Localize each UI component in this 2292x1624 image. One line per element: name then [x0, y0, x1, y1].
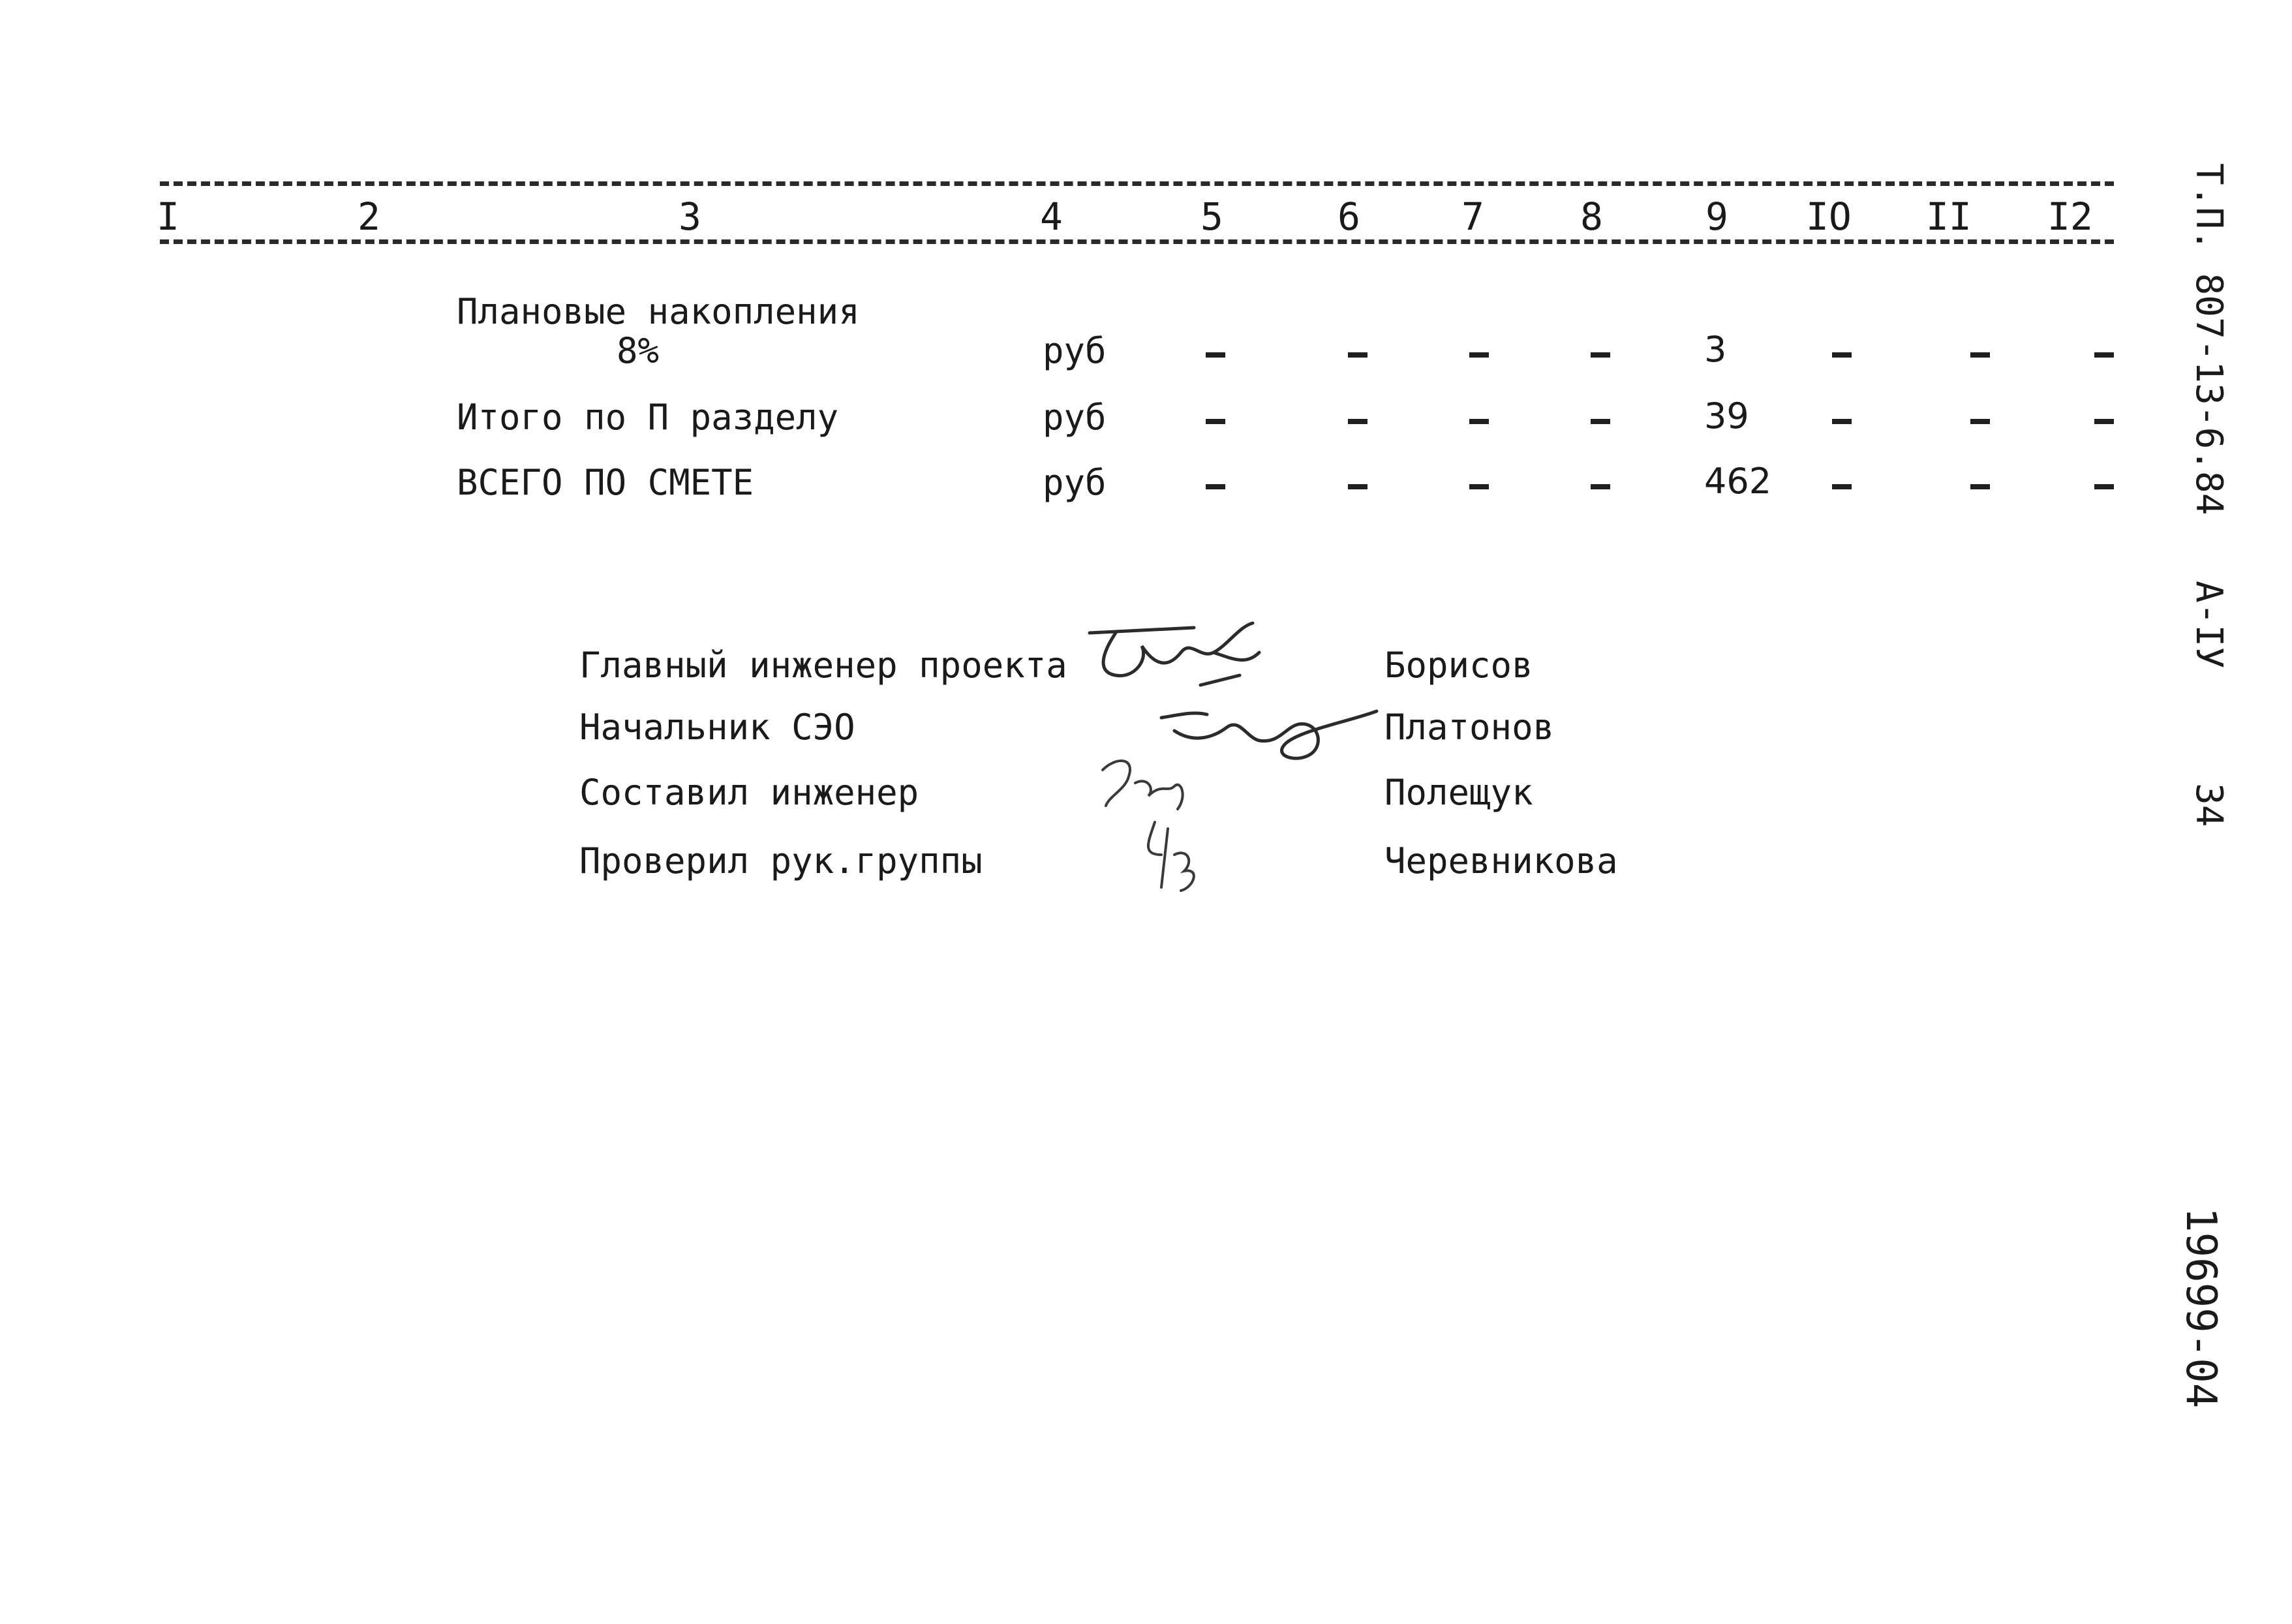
handwritten-signature-4: [1122, 809, 1227, 900]
row-unit: руб: [1043, 462, 1107, 503]
empty-cell-dash: [1970, 352, 1990, 358]
empty-cell-dash: [1591, 352, 1610, 358]
empty-cell-dash: [1469, 484, 1489, 489]
column-number-8: 8: [1580, 194, 1603, 239]
signatory-name: Платонов: [1384, 707, 1555, 748]
empty-cell-dash: [1206, 352, 1225, 358]
empty-cell-dash: [1970, 419, 1990, 424]
page-number: 34: [2188, 783, 2230, 827]
signatory-name: Полещук: [1384, 772, 1533, 813]
column-number-5: 5: [1200, 194, 1223, 239]
empty-cell-dash: [1970, 484, 1990, 489]
column-number-4: 4: [1040, 194, 1063, 239]
empty-cell-dash: [1469, 352, 1489, 358]
empty-cell-dash: [1348, 484, 1368, 489]
row-label: ВСЕГО ПО СМЕТЕ: [457, 462, 754, 503]
row-value-col9: 3: [1704, 329, 1727, 370]
signatory-name: Черевникова: [1384, 840, 1618, 881]
row-value-col9: 39: [1704, 395, 1749, 437]
empty-cell-dash: [1348, 419, 1368, 424]
empty-cell-dash: [2094, 352, 2114, 358]
header-rule-top: [160, 181, 2114, 186]
empty-cell-dash: [1348, 352, 1368, 358]
empty-cell-dash: [1591, 419, 1610, 424]
empty-cell-dash: [1591, 484, 1610, 489]
empty-cell-dash: [2094, 484, 2114, 489]
signatory-name: Борисов: [1384, 645, 1533, 686]
handwritten-signature-3: [1090, 744, 1220, 816]
row-value-col9: 462: [1704, 461, 1772, 502]
album-code: А-IУ: [2188, 581, 2230, 669]
empty-cell-dash: [1832, 484, 1852, 489]
empty-cell-dash: [2094, 419, 2114, 424]
column-number-2: 2: [358, 194, 380, 239]
column-number-12: I2: [2047, 194, 2093, 239]
column-number-9: 9: [1705, 194, 1728, 239]
row-label: Итого по П разделу: [457, 397, 839, 438]
empty-cell-dash: [1206, 419, 1225, 424]
header-rule-bottom: [160, 239, 2114, 244]
empty-cell-dash: [1469, 419, 1489, 424]
row-unit: руб: [1043, 397, 1107, 438]
document-code: Т.П. 807-13-6.84: [2188, 163, 2230, 515]
inventory-number: 19699-04: [2177, 1207, 2225, 1409]
row-label: Плановые накопления: [457, 291, 860, 332]
column-number-7: 7: [1461, 194, 1484, 239]
signatory-title: Начальник СЭО: [579, 707, 855, 748]
column-number-11: II: [1926, 194, 1972, 239]
signatory-title: Проверил рук.группы: [579, 840, 983, 881]
row-sublabel: 8%: [617, 330, 660, 371]
handwritten-signature-1: [1077, 613, 1292, 698]
empty-cell-dash: [1832, 352, 1852, 358]
column-number-3: 3: [679, 194, 701, 239]
empty-cell-dash: [1832, 419, 1852, 424]
signatory-title: Главный инженер проекта: [579, 645, 1067, 686]
signatory-title: Составил инженер: [579, 772, 919, 813]
row-unit: руб: [1043, 330, 1107, 371]
column-number-1: I: [157, 194, 179, 239]
empty-cell-dash: [1206, 484, 1225, 489]
column-number-10: IO: [1806, 194, 1852, 239]
column-number-6: 6: [1337, 194, 1360, 239]
